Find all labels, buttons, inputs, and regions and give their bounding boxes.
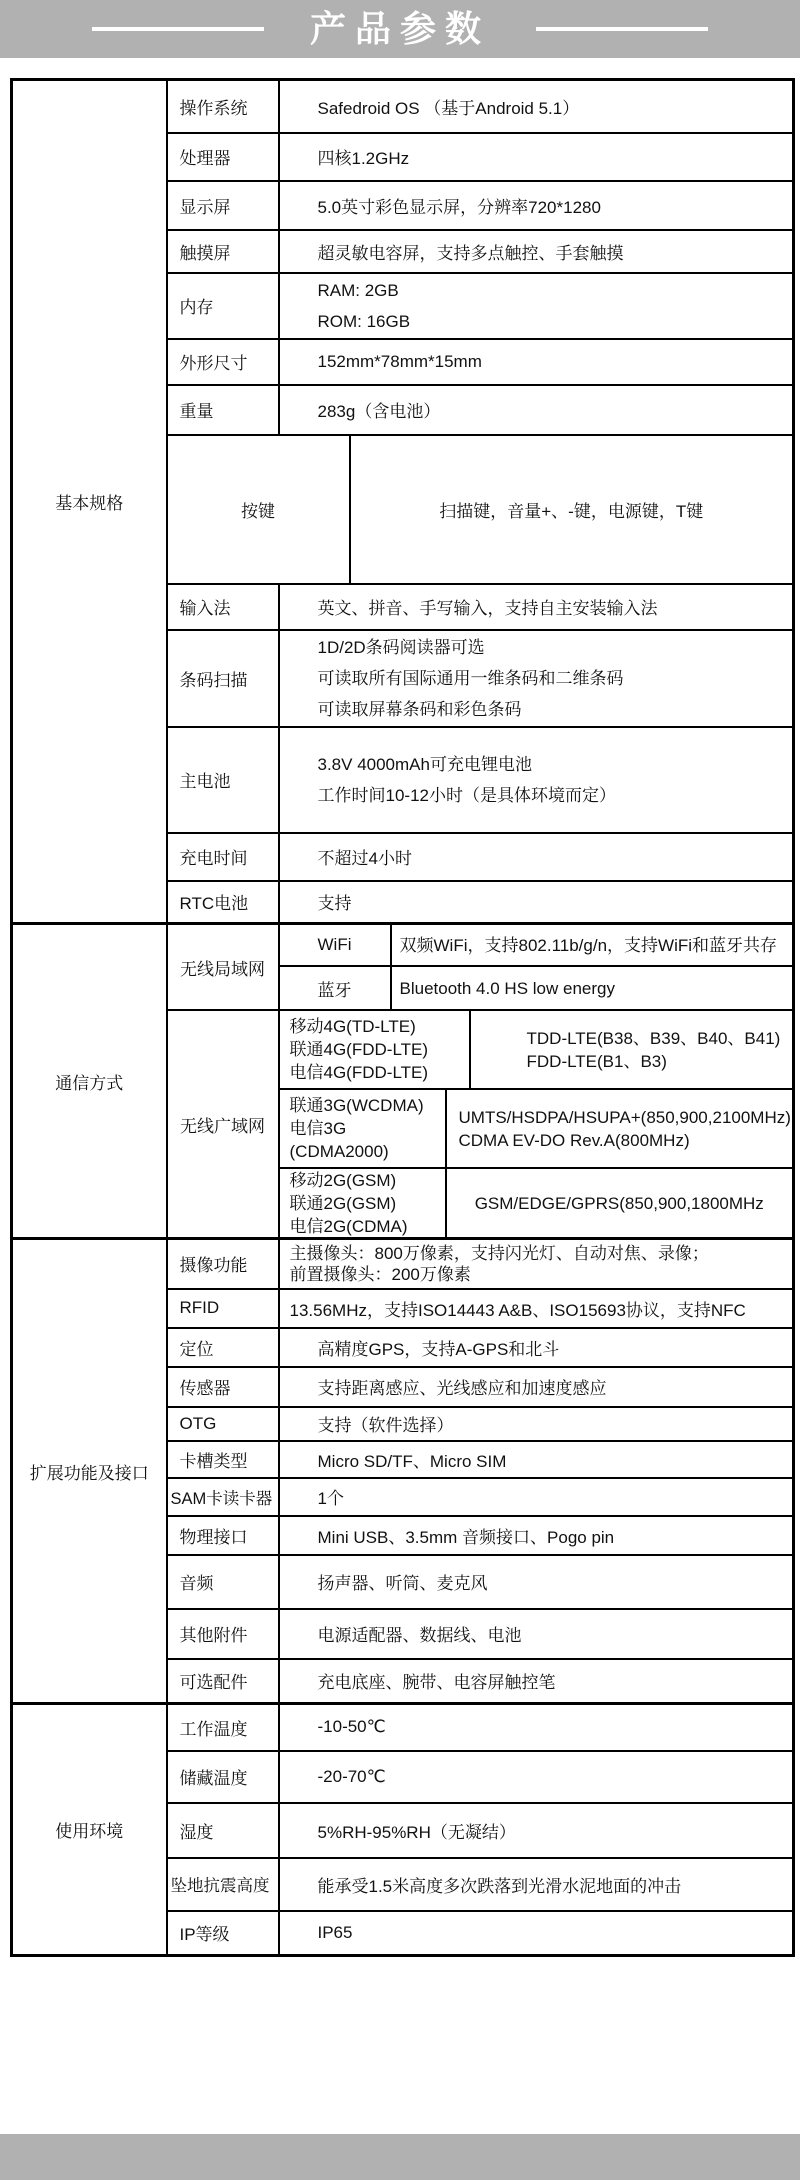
spec-value-line: 3.8V 4000mAh可充电锂电池 [317, 754, 532, 774]
spec-label: 工作温度 [167, 1704, 279, 1751]
sub-label-line: 联通4G(FDD-LTE) [289, 1040, 429, 1059]
spec-label: OTG [167, 1407, 279, 1441]
table-row [12, 1704, 794, 1751]
spec-label: 主电池 [167, 727, 279, 833]
spec-value: 支持 [279, 881, 794, 924]
section-label-environment: 使用环境 [12, 1704, 167, 1956]
spec-value-line: 可读取所有国际通用一维条码和二维条码 [317, 668, 624, 688]
spec-label: 处理器 [167, 133, 279, 181]
spec-value: 高精度GPS，支持A-GPS和北斗 [279, 1328, 794, 1367]
sub-value-line: CDMA EV-DO Rev.A(800MHz) [458, 1130, 690, 1150]
spec-value: Safedroid OS （基于Android 5.1） [279, 80, 794, 133]
spec-label: 定位 [167, 1328, 279, 1367]
spec-value-line: ROM: 16GB [317, 311, 411, 331]
spec-value: 283g（含电池） [279, 385, 794, 435]
spec-label: 卡槽类型 [167, 1441, 279, 1478]
spec-label: 触摸屏 [167, 230, 279, 273]
spec-value: 电源适配器、数据线、电池 [279, 1609, 794, 1659]
sub-value-line: TDD-LTE(B38、B39、B40、B41) [526, 1028, 781, 1048]
spec-value: 四核1.2GHz [279, 133, 794, 181]
page-footer [0, 2134, 800, 2180]
spec-label: 内存 [167, 273, 279, 339]
spec-label: 其他附件 [167, 1609, 279, 1659]
sub-label-line: 电信3G [289, 1119, 347, 1138]
spec-value-line: RAM: 2GB [317, 280, 399, 300]
spec-value: 支持距离感应、光线感应和加速度感应 [279, 1367, 794, 1407]
table-row [12, 80, 794, 133]
spec-value-line: 可读取屏幕条码和彩色条码 [317, 699, 522, 719]
spec-label: 物理接口 [167, 1516, 279, 1555]
spec-value: 5%RH-95%RH（无凝结） [279, 1803, 794, 1858]
sub-value [447, 1169, 793, 1237]
spec-label: 音频 [167, 1555, 279, 1609]
spec-value-line: 1D/2D条码阅读器可选 [317, 637, 485, 657]
spec-label: RFID [167, 1289, 279, 1328]
section-label-communication: 通信方式 [12, 924, 167, 1239]
spec-value: 支持（软件选择） [279, 1407, 794, 1441]
table-row [12, 924, 794, 967]
spec-value-line: 前置摄像头：200万像素 [289, 1264, 471, 1284]
spec-label: 按键 [168, 436, 351, 583]
spec-label: 重量 [167, 385, 279, 435]
spec-label: SAM卡读卡器 [167, 1478, 279, 1516]
spec-label: 条码扫描 [167, 630, 279, 727]
spec-label: 操作系统 [167, 80, 279, 133]
spec-value: Mini USB、3.5mm 音频接口、Pogo pin [279, 1516, 794, 1555]
spec-value: 1个 [279, 1478, 794, 1516]
spec-value [279, 273, 794, 339]
spec-value [279, 1239, 794, 1289]
spec-table [10, 78, 795, 1957]
spec-label: 输入法 [167, 584, 279, 630]
sub-value-line: Bluetooth 4.0 HS low energy [399, 978, 615, 998]
spec-value [279, 630, 794, 727]
sub-value [392, 967, 793, 1009]
spec-value: -10-50℃ [279, 1704, 794, 1751]
section-label-extensions: 扩展功能及接口 [12, 1239, 167, 1704]
spec-label: 坠地抗震高度 [167, 1858, 279, 1911]
spec-label: 无线局域网 [167, 924, 279, 1011]
title-decoration-line-right [536, 27, 708, 31]
sub-label [280, 1169, 447, 1237]
spec-value: 充电底座、腕带、电容屏触控笔 [279, 1659, 794, 1704]
sub-value-line: FDD-LTE(B1、B3) [526, 1051, 667, 1071]
sub-value [447, 1090, 793, 1167]
spec-label: RTC电池 [167, 881, 279, 924]
sub-value-line: UMTS/HSDPA/HSUPA+(850,900,2100MHz) [458, 1107, 791, 1127]
sub-label-line: (CDMA2000) [289, 1142, 389, 1161]
spec-label: 湿度 [167, 1803, 279, 1858]
sub-label-line: 电信4G(FDD-LTE) [289, 1063, 429, 1082]
page-header [0, 0, 800, 58]
sub-value-line: GSM/EDGE/GPRS(850,900,1800MHz [474, 1193, 764, 1213]
sub-label-line: 电信2G(CDMA) [289, 1216, 408, 1236]
sub-label [280, 1090, 447, 1167]
spec-value: 152mm*78mm*15mm [279, 339, 794, 385]
spec-label: 传感器 [167, 1367, 279, 1407]
title-decoration-line-left [92, 27, 264, 31]
spec-label: 储藏温度 [167, 1751, 279, 1803]
spec-value: 不超过4小时 [279, 833, 794, 881]
spec-value-line: 主摄像头：800万像素，支持闪光灯、自动对焦、录像； [289, 1243, 709, 1263]
sub-label: WiFi [280, 925, 392, 965]
spec-label: 充电时间 [167, 833, 279, 881]
spec-value: 扬声器、听筒、麦克风 [279, 1555, 794, 1609]
spec-value: IP65 [279, 1911, 794, 1956]
sub-label: 蓝牙 [280, 967, 392, 1009]
sub-label-line: 移动2G(GSM) [289, 1170, 397, 1190]
table-row [12, 1239, 794, 1289]
spec-value: 能承受1.5米高度多次跌落到光滑水泥地面的冲击 [279, 1858, 794, 1911]
sub-label-line: 联通2G(GSM) [289, 1193, 397, 1213]
spec-value-line: 工作时间10-12小时（是具体环境而定） [317, 785, 616, 805]
sub-value-line: 双频WiFi，支持802.11b/g/n，支持WiFi和蓝牙共存 [399, 935, 778, 955]
spec-label: 可选配件 [167, 1659, 279, 1704]
section-label-basic: 基本规格 [12, 80, 167, 924]
spec-value: 英文、拼音、手写输入，支持自主安装输入法 [279, 584, 794, 630]
spec-value: 13.56MHz，支持ISO14443 A&B、ISO15693协议，支持NFC [279, 1289, 794, 1328]
spec-label: 显示屏 [167, 181, 279, 230]
sub-value [471, 1011, 793, 1088]
spec-value: Micro SD/TF、Micro SIM [279, 1441, 794, 1478]
spec-value: 扫描键，音量+、-键，电源键，T键 [439, 501, 704, 521]
sub-label [280, 1011, 471, 1088]
sub-value [392, 925, 793, 965]
spec-value: -20-70℃ [279, 1751, 794, 1803]
sub-label-line: 联通3G(WCDMA) [289, 1096, 424, 1115]
spec-label: IP等级 [167, 1911, 279, 1956]
sub-label-line: 移动4G(TD-LTE) [289, 1017, 416, 1036]
spec-label: 无线广域网 [167, 1010, 279, 1239]
spec-value [279, 727, 794, 833]
spec-label: 摄像功能 [167, 1239, 279, 1289]
page-title: 产品参数 [309, 8, 490, 49]
spec-value: 超灵敏电容屏，支持多点触控、手套触摸 [279, 230, 794, 273]
spec-value: 5.0英寸彩色显示屏，分辨率720*1280 [279, 181, 794, 230]
spec-label: 外形尺寸 [167, 339, 279, 385]
